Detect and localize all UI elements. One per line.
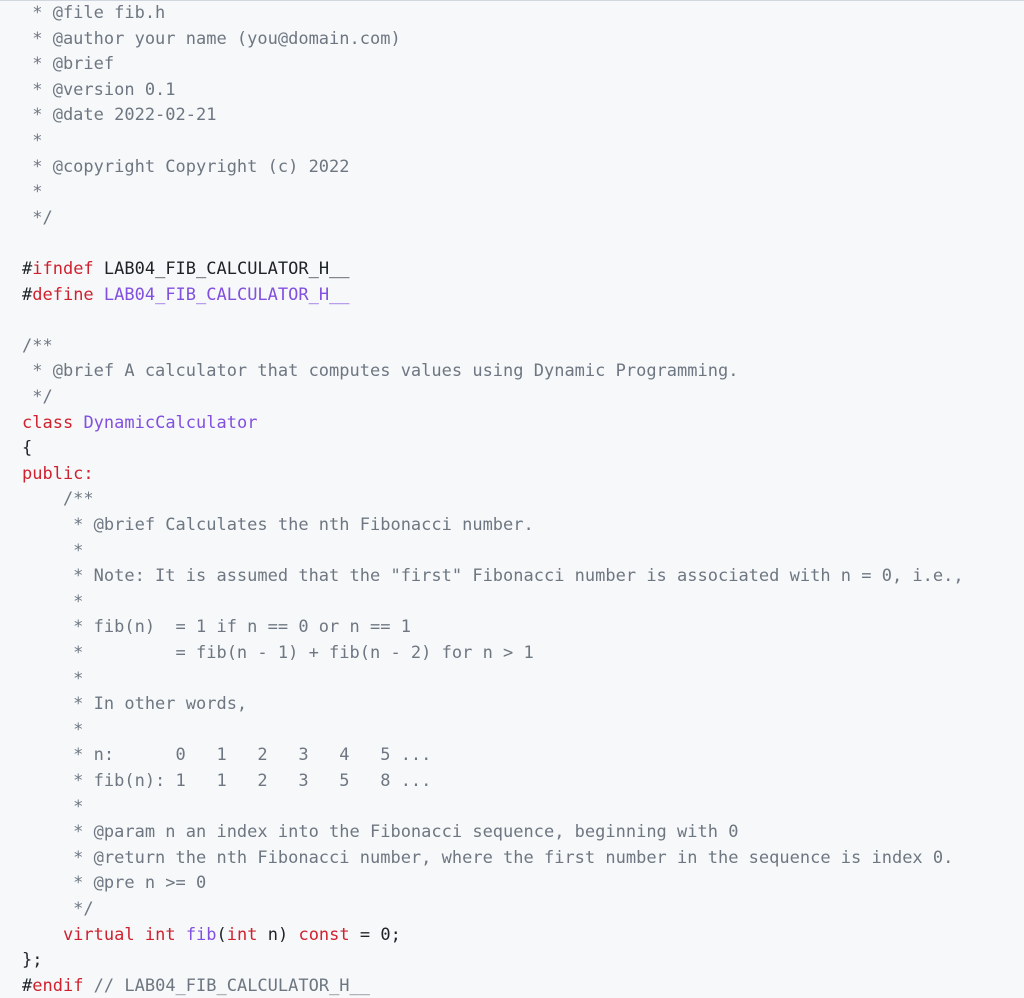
code-line [22, 870, 206, 896]
code-token-comment: * @date 2022-02-21 [22, 105, 217, 126]
code-line [22, 768, 431, 794]
code-token-comment: * @return the nth Fibonacci number, where the first number in the sequence is index 0. [22, 847, 954, 868]
code-token-keyword: virtual [22, 924, 135, 945]
code-token-keyword: const [298, 924, 350, 945]
code-token-comment: * @author your name (you@domain.com) [22, 28, 401, 49]
code-line [22, 384, 53, 410]
code-line [22, 154, 350, 180]
code-token-plain [135, 925, 145, 945]
code-token-keyword: endif [32, 975, 84, 996]
code-token-comment: * @file fib.h [22, 3, 166, 23]
code-token-comment: * [22, 540, 84, 561]
code-line [22, 282, 350, 308]
code-token-comment: */ [22, 899, 94, 919]
code-token-comment: * In other words, [22, 694, 248, 715]
code-token-plain: n) [257, 924, 299, 945]
code-token-keyword: ifndef [32, 259, 94, 279]
code-line [22, 973, 370, 998]
code-token-plain [176, 925, 186, 945]
code-token-entity: LAB04_FIB_CALCULATOR_H__ [93, 284, 350, 305]
code-token-comment: * fib(n): 1 1 2 3 5 8 ... [22, 771, 432, 791]
code-line [22, 77, 176, 103]
code-token-comment: * [22, 591, 84, 612]
code-line [22, 51, 114, 77]
code-line [22, 205, 53, 231]
code-token-comment: * @brief [22, 54, 115, 75]
code-token-comment: * [22, 131, 43, 151]
code-line [22, 256, 350, 282]
code-token-comment: * @brief Calculates the nth Fibonacci number. [22, 515, 534, 535]
code-token-comment: * Note: It is assumed that the "first" Fibonacci number is associated with n = 0, i.e., [22, 566, 964, 587]
code-token-plain: }; [22, 950, 43, 971]
code-line [22, 589, 83, 615]
code-line [22, 717, 83, 743]
code-token-keyword: int [226, 924, 258, 945]
code-token-plain: # [22, 975, 33, 996]
code-line [22, 461, 94, 487]
code-line [22, 691, 247, 717]
code-token-comment: * @brief A calculator that computes values using Dynamic Programming. [22, 361, 739, 382]
code-line [22, 179, 42, 205]
code-token-entity: fib [185, 924, 217, 945]
code-line [22, 410, 257, 436]
code-line [22, 358, 738, 384]
code-line [22, 102, 216, 128]
code-token-plain: LAB04_FIB_CALCULATOR_H__ [93, 259, 350, 279]
code-token-plain: = 0; [349, 924, 401, 945]
code-token-comment: * fib(n) = 1 if n == 0 or n == 1 [22, 617, 411, 638]
code-token-comment: */ [22, 207, 53, 228]
code-line [22, 538, 83, 564]
code-token-comment: * @param n an index into the Fibonacci sequence, beginning with 0 [22, 822, 739, 843]
code-line [22, 742, 431, 768]
code-token-plain: { [22, 438, 33, 459]
code-token-keyword: int [144, 924, 176, 945]
code-token-plain [73, 413, 83, 433]
code-line [22, 922, 401, 948]
code-line [22, 512, 534, 538]
code-token-plain: ( [216, 924, 227, 945]
code-line [22, 614, 411, 640]
code-line [22, 794, 83, 820]
code-line [22, 128, 42, 154]
code-token-comment: */ [22, 387, 53, 407]
code-token-keyword: define [32, 284, 94, 305]
code-token-comment: /** [22, 489, 94, 510]
code-token-comment: * @copyright Copyright (c) 2022 [22, 156, 350, 177]
code-token-comment: * @version 0.1 [22, 79, 176, 100]
code-token-keyword: class [22, 412, 74, 433]
code-line [22, 333, 53, 359]
code-line [22, 435, 32, 461]
code-token-plain: # [22, 259, 33, 279]
code-token-comment: * [22, 796, 84, 817]
code-token-comment: * [22, 668, 84, 689]
code-line [22, 896, 94, 922]
code-token-entity: DynamicCalculator [83, 412, 258, 433]
code-line [22, 640, 534, 666]
code-line [22, 845, 953, 871]
code-line [22, 563, 964, 589]
code-line [22, 947, 42, 973]
code-token-comment: * = fib(n - 1) + fib(n - 2) for n > 1 [22, 643, 534, 663]
code-line [22, 486, 94, 512]
code-token-plain: # [22, 284, 33, 305]
code-line [22, 666, 83, 692]
code-line [22, 819, 738, 845]
code-token-comment: * @pre n >= 0 [22, 873, 207, 894]
code-token-keyword: public: [22, 463, 94, 484]
code-line [22, 26, 401, 52]
code-token-comment: /** [22, 335, 53, 356]
code-token-comment: * n: 0 1 2 3 4 5 ... [22, 745, 432, 766]
code-token-comment: // LAB04_FIB_CALCULATOR_H__ [83, 975, 371, 996]
code-token-comment: * [22, 719, 84, 740]
code-token-comment: * [22, 182, 43, 203]
code-line [22, 0, 165, 26]
